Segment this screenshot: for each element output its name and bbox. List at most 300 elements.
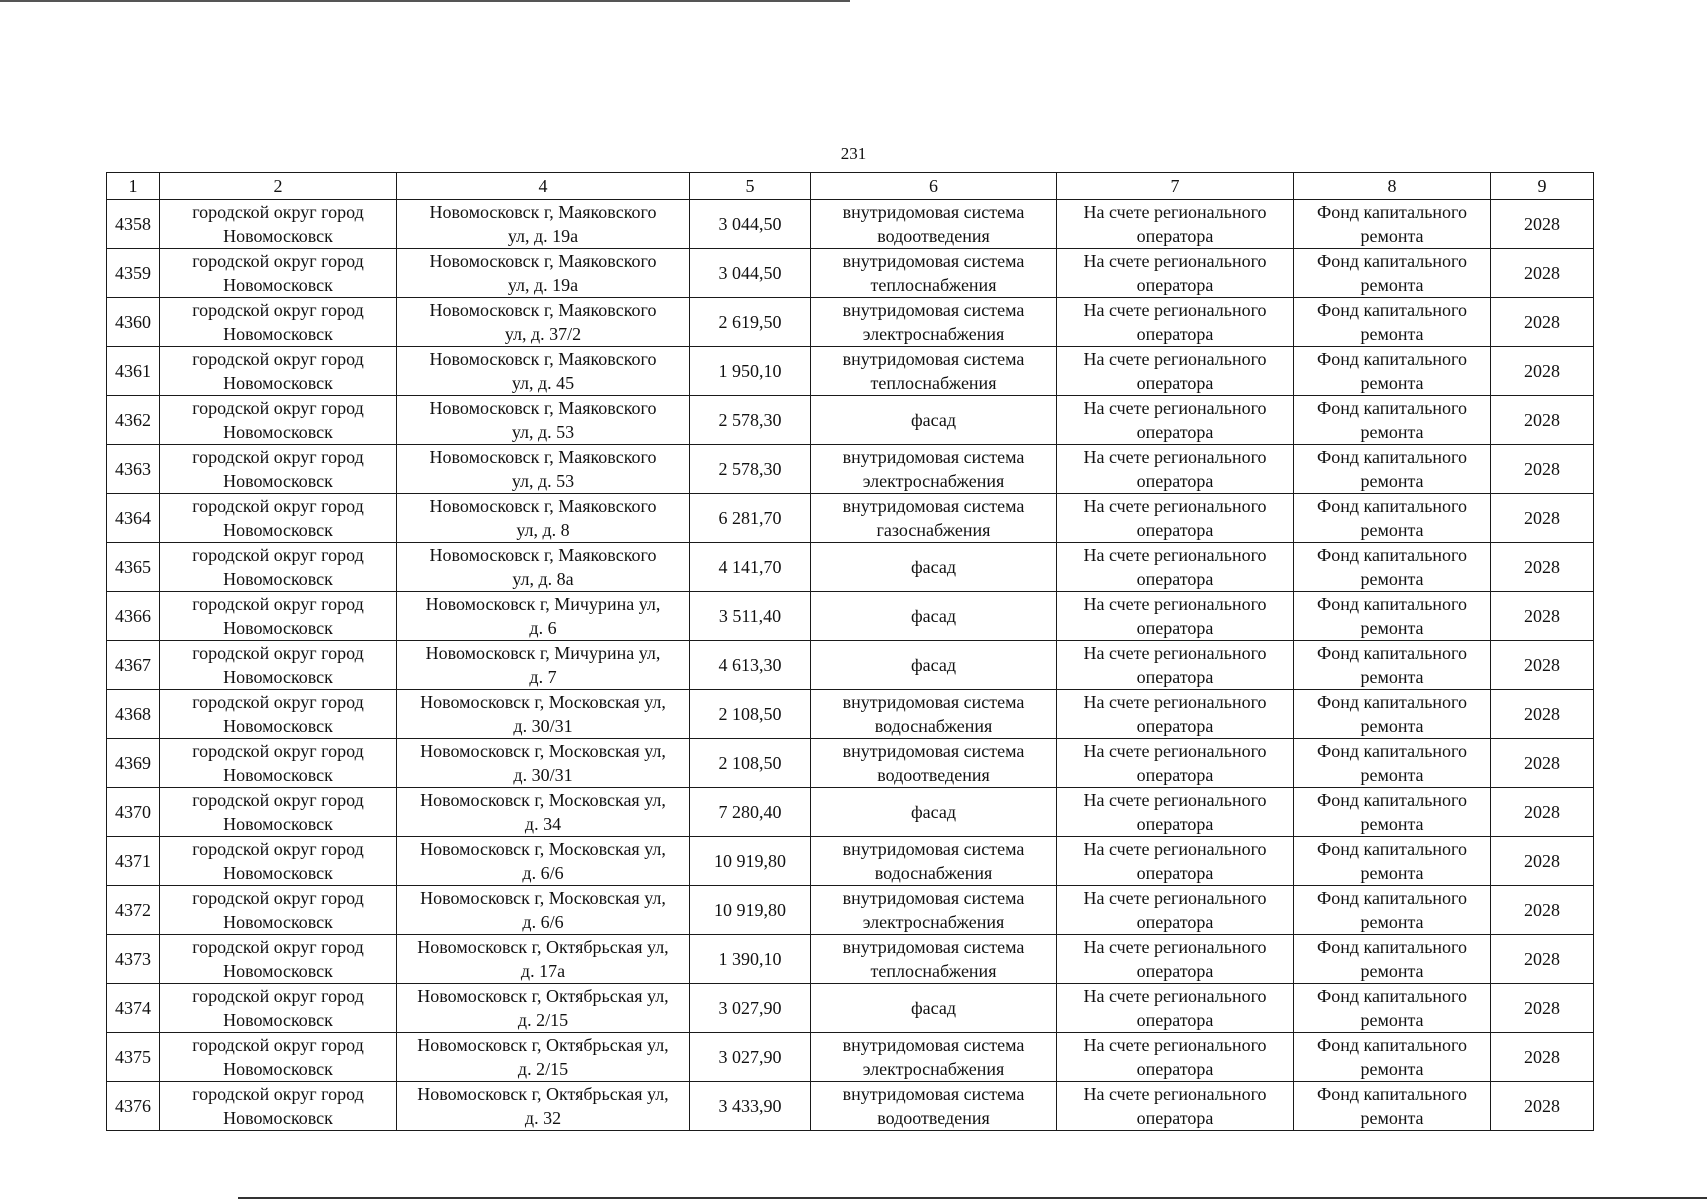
- row-number-cell: 4358: [107, 200, 160, 249]
- year-cell: 2028: [1491, 1082, 1594, 1131]
- cell-text-line: ремонта: [1360, 226, 1424, 246]
- cell-text-line: ремонта: [1360, 716, 1424, 736]
- cell-text-line: внутридомовая система: [842, 937, 1025, 957]
- cell-text-line: Фонд капитального: [1317, 1035, 1467, 1055]
- cell-text-line: Новомосковск: [223, 1059, 333, 1079]
- cell-text-line: ул, д. 53: [511, 422, 575, 442]
- fund-cell: [1294, 298, 1491, 347]
- cell-text-line: Новомосковск г, Московская ул,: [420, 741, 666, 761]
- municipality-cell: [160, 886, 397, 935]
- cell-text-line: ремонта: [1360, 1108, 1424, 1128]
- account-cell: [1057, 984, 1294, 1033]
- account-cell: [1057, 641, 1294, 690]
- municipality-cell: [160, 837, 397, 886]
- column-number-row: [107, 173, 1594, 200]
- cell-text-line: городской округ город: [192, 692, 364, 712]
- municipality-cell: [160, 543, 397, 592]
- address-cell: [397, 298, 690, 347]
- cell-text-line: ремонта: [1360, 422, 1424, 442]
- work-type-cell: [811, 935, 1057, 984]
- cost-cell: 10 919,80: [690, 837, 811, 886]
- cell-text-line: На счете регионального: [1083, 741, 1267, 761]
- row-number-cell: 4368: [107, 690, 160, 739]
- municipality-cell: [160, 298, 397, 347]
- address-cell: [397, 543, 690, 592]
- year-cell: 2028: [1491, 1033, 1594, 1082]
- cell-text-line: Новомосковск г, Маяковского: [429, 545, 657, 565]
- cell-text-line: фасад: [910, 410, 956, 430]
- cell-text-line: оператора: [1136, 422, 1214, 442]
- row-number-cell: 4374: [107, 984, 160, 1033]
- cost-cell: 3 511,40: [690, 592, 811, 641]
- cost-cell: 3 044,50: [690, 249, 811, 298]
- cell-text-line: городской округ город: [192, 202, 364, 222]
- cell-text-line: внутридомовая система: [842, 447, 1025, 467]
- cell-text-line: Новомосковск: [223, 1108, 333, 1128]
- year-cell: 2028: [1491, 543, 1594, 592]
- cell-text-line: оператора: [1136, 667, 1214, 687]
- account-cell: [1057, 1033, 1294, 1082]
- table-body: [107, 173, 1594, 1131]
- address-cell: [397, 347, 690, 396]
- cell-text-line: городской округ город: [192, 937, 364, 957]
- cell-text-line: Новомосковск: [223, 471, 333, 491]
- cell-text-line: д. 2/15: [517, 1059, 569, 1079]
- cell-text-line: внутридомовая система: [842, 839, 1025, 859]
- cell-text-line: ул, д. 8: [516, 520, 570, 540]
- year-cell: 2028: [1491, 396, 1594, 445]
- row-number-cell: 4363: [107, 445, 160, 494]
- address-cell: [397, 200, 690, 249]
- table-row: [107, 1082, 1594, 1131]
- cell-text-line: На счете регионального: [1083, 594, 1267, 614]
- cell-text-line: оператора: [1136, 1108, 1214, 1128]
- cell-text-line: На счете регионального: [1083, 937, 1267, 957]
- work-type-cell: [811, 494, 1057, 543]
- fund-cell: [1294, 690, 1491, 739]
- row-number-cell: 4367: [107, 641, 160, 690]
- year-cell: 2028: [1491, 347, 1594, 396]
- table-row: [107, 886, 1594, 935]
- cost-cell: 10 919,80: [690, 886, 811, 935]
- work-type-cell: [811, 249, 1057, 298]
- fund-cell: [1294, 837, 1491, 886]
- cell-text-line: Фонд капитального: [1317, 937, 1467, 957]
- cell-text-line: городской округ город: [192, 545, 364, 565]
- cell-text-line: Новомосковск г, Мичурина ул,: [425, 643, 661, 663]
- cell-text-line: внутридомовая система: [842, 888, 1025, 908]
- table-row: [107, 445, 1594, 494]
- cell-text-line: оператора: [1136, 618, 1214, 638]
- table-row: [107, 690, 1594, 739]
- cell-text-line: Фонд капитального: [1317, 300, 1467, 320]
- year-cell: 2028: [1491, 935, 1594, 984]
- cell-text-line: ул, д. 53: [511, 471, 575, 491]
- municipality-cell: [160, 445, 397, 494]
- year-cell: 2028: [1491, 592, 1594, 641]
- cell-text-line: Фонд капитального: [1317, 447, 1467, 467]
- row-number-cell: 4364: [107, 494, 160, 543]
- fund-cell: [1294, 788, 1491, 837]
- cell-text-line: Фонд капитального: [1317, 790, 1467, 810]
- cell-text-line: Новомосковск: [223, 765, 333, 785]
- cell-text-line: Новомосковск: [223, 275, 333, 295]
- repair-schedule-table: [106, 172, 1594, 1131]
- cell-text-line: оператора: [1136, 961, 1214, 981]
- cell-text-line: Новомосковск: [223, 226, 333, 246]
- work-type-cell: [811, 445, 1057, 494]
- cell-text-line: оператора: [1136, 324, 1214, 344]
- work-type-cell: [811, 1033, 1057, 1082]
- fund-cell: [1294, 445, 1491, 494]
- cell-text-line: внутридомовая система: [842, 349, 1025, 369]
- cell-text-line: ремонта: [1360, 912, 1424, 932]
- cell-text-line: городской округ город: [192, 790, 364, 810]
- cell-text-line: городской округ город: [192, 398, 364, 418]
- address-cell: [397, 690, 690, 739]
- cell-text-line: д. 2/15: [517, 1010, 569, 1030]
- cell-text-line: оператора: [1136, 1010, 1214, 1030]
- cell-text-line: ул, д. 37/2: [504, 324, 582, 344]
- row-number-cell: 4359: [107, 249, 160, 298]
- cell-text-line: На счете регионального: [1083, 545, 1267, 565]
- account-cell: [1057, 935, 1294, 984]
- cell-text-line: оператора: [1136, 863, 1214, 883]
- cost-cell: 4 613,30: [690, 641, 811, 690]
- cost-cell: 3 027,90: [690, 984, 811, 1033]
- fund-cell: [1294, 249, 1491, 298]
- cell-text-line: На счете регионального: [1083, 251, 1267, 271]
- cell-text-line: Новомосковск: [223, 814, 333, 834]
- cell-text-line: городской округ город: [192, 447, 364, 467]
- cell-text-line: Новомосковск г, Маяковского: [429, 300, 657, 320]
- cell-text-line: теплоснабжения: [870, 373, 997, 393]
- cell-text-line: внутридомовая система: [842, 251, 1025, 271]
- year-cell: 2028: [1491, 788, 1594, 837]
- cell-text-line: Фонд капитального: [1317, 398, 1467, 418]
- fund-cell: [1294, 396, 1491, 445]
- cell-text-line: ул, д. 45: [511, 373, 575, 393]
- cell-text-line: водоснабжения: [874, 716, 993, 736]
- cell-text-line: На счете регионального: [1083, 447, 1267, 467]
- cell-text-line: ремонта: [1360, 569, 1424, 589]
- table-row: [107, 396, 1594, 445]
- account-cell: [1057, 396, 1294, 445]
- year-cell: 2028: [1491, 837, 1594, 886]
- cell-text-line: городской округ город: [192, 643, 364, 663]
- cell-text-line: фасад: [910, 655, 956, 675]
- municipality-cell: [160, 347, 397, 396]
- cell-text-line: оператора: [1136, 226, 1214, 246]
- work-type-cell: [811, 641, 1057, 690]
- work-type-cell: [811, 592, 1057, 641]
- cell-text-line: электроснабжения: [862, 1059, 1005, 1079]
- municipality-cell: [160, 739, 397, 788]
- cell-text-line: оператора: [1136, 814, 1214, 834]
- fund-cell: [1294, 1033, 1491, 1082]
- cell-text-line: Фонд капитального: [1317, 545, 1467, 565]
- table-row: [107, 200, 1594, 249]
- cost-cell: 1 390,10: [690, 935, 811, 984]
- year-cell: 2028: [1491, 739, 1594, 788]
- cell-text-line: электроснабжения: [862, 471, 1005, 491]
- cell-text-line: Новомосковск: [223, 520, 333, 540]
- cell-text-line: Новомосковск: [223, 324, 333, 344]
- row-number-cell: 4369: [107, 739, 160, 788]
- cell-text-line: фасад: [910, 606, 956, 626]
- cost-cell: 2 108,50: [690, 690, 811, 739]
- cell-text-line: электроснабжения: [862, 324, 1005, 344]
- cell-text-line: д. 7: [529, 667, 557, 687]
- municipality-cell: [160, 592, 397, 641]
- row-number-cell: 4362: [107, 396, 160, 445]
- cell-text-line: теплоснабжения: [870, 275, 997, 295]
- address-cell: [397, 837, 690, 886]
- municipality-cell: [160, 1082, 397, 1131]
- work-type-cell: [811, 1082, 1057, 1131]
- cell-text-line: городской округ город: [192, 251, 364, 271]
- address-cell: [397, 641, 690, 690]
- account-cell: [1057, 494, 1294, 543]
- work-type-cell: [811, 984, 1057, 1033]
- year-cell: 2028: [1491, 249, 1594, 298]
- year-cell: 2028: [1491, 298, 1594, 347]
- table-row: [107, 347, 1594, 396]
- cell-text-line: Новомосковск: [223, 569, 333, 589]
- fund-cell: [1294, 592, 1491, 641]
- cell-text-line: Фонд капитального: [1317, 202, 1467, 222]
- cell-text-line: городской округ город: [192, 888, 364, 908]
- cell-text-line: ремонта: [1360, 324, 1424, 344]
- cell-text-line: Новомосковск: [223, 716, 333, 736]
- cost-cell: 2 578,30: [690, 396, 811, 445]
- cell-text-line: На счете регионального: [1083, 643, 1267, 663]
- cell-text-line: Новомосковск г, Московская ул,: [420, 888, 666, 908]
- address-cell: [397, 1082, 690, 1131]
- cell-text-line: ремонта: [1360, 814, 1424, 834]
- municipality-cell: [160, 935, 397, 984]
- work-type-cell: [811, 347, 1057, 396]
- cost-cell: 2 619,50: [690, 298, 811, 347]
- cell-text-line: ремонта: [1360, 765, 1424, 785]
- row-number-cell: 4375: [107, 1033, 160, 1082]
- cell-text-line: Фонд капитального: [1317, 251, 1467, 271]
- account-cell: [1057, 347, 1294, 396]
- work-type-cell: [811, 837, 1057, 886]
- cell-text-line: ремонта: [1360, 373, 1424, 393]
- cell-text-line: Фонд капитального: [1317, 741, 1467, 761]
- column-header: 5: [690, 173, 811, 200]
- cost-cell: 2 578,30: [690, 445, 811, 494]
- cell-text-line: Новомосковск: [223, 1010, 333, 1030]
- cost-cell: 1 950,10: [690, 347, 811, 396]
- table-row: [107, 739, 1594, 788]
- cell-text-line: Фонд капитального: [1317, 839, 1467, 859]
- cell-text-line: д. 6/6: [522, 912, 564, 932]
- table-row: [107, 298, 1594, 347]
- cell-text-line: внутридомовая система: [842, 1084, 1025, 1104]
- work-type-cell: [811, 788, 1057, 837]
- work-type-cell: [811, 739, 1057, 788]
- address-cell: [397, 788, 690, 837]
- cell-text-line: Новомосковск г, Маяковского: [429, 447, 657, 467]
- account-cell: [1057, 249, 1294, 298]
- fund-cell: [1294, 1082, 1491, 1131]
- cell-text-line: ремонта: [1360, 618, 1424, 638]
- account-cell: [1057, 690, 1294, 739]
- work-type-cell: [811, 200, 1057, 249]
- cell-text-line: ул, д. 19а: [507, 226, 579, 246]
- cell-text-line: водоотведения: [877, 765, 990, 785]
- table-row: [107, 837, 1594, 886]
- cell-text-line: д. 30/31: [513, 716, 573, 736]
- cell-text-line: Новомосковск г, Маяковского: [429, 496, 657, 516]
- cell-text-line: На счете регионального: [1083, 692, 1267, 712]
- account-cell: [1057, 592, 1294, 641]
- address-cell: [397, 739, 690, 788]
- cell-text-line: городской округ город: [192, 986, 364, 1006]
- cell-text-line: городской округ город: [192, 496, 364, 516]
- row-number-cell: 4373: [107, 935, 160, 984]
- fund-cell: [1294, 739, 1491, 788]
- municipality-cell: [160, 249, 397, 298]
- cost-cell: 2 108,50: [690, 739, 811, 788]
- cell-text-line: оператора: [1136, 569, 1214, 589]
- cell-text-line: городской округ город: [192, 1035, 364, 1055]
- address-cell: [397, 249, 690, 298]
- cell-text-line: Фонд капитального: [1317, 643, 1467, 663]
- cost-cell: 3 027,90: [690, 1033, 811, 1082]
- cell-text-line: На счете регионального: [1083, 1035, 1267, 1055]
- year-cell: 2028: [1491, 690, 1594, 739]
- cell-text-line: оператора: [1136, 275, 1214, 295]
- cell-text-line: Новомосковск г, Маяковского: [429, 202, 657, 222]
- cell-text-line: На счете регионального: [1083, 202, 1267, 222]
- cell-text-line: ремонта: [1360, 863, 1424, 883]
- column-header: 1: [107, 173, 160, 200]
- cell-text-line: Новомосковск: [223, 422, 333, 442]
- cell-text-line: Новомосковск: [223, 961, 333, 981]
- municipality-cell: [160, 494, 397, 543]
- column-header: 9: [1491, 173, 1594, 200]
- cell-text-line: ремонта: [1360, 961, 1424, 981]
- account-cell: [1057, 788, 1294, 837]
- cell-text-line: д. 6: [529, 618, 557, 638]
- cell-text-line: Фонд капитального: [1317, 986, 1467, 1006]
- account-cell: [1057, 739, 1294, 788]
- table-row: [107, 1033, 1594, 1082]
- table-row: [107, 494, 1594, 543]
- fund-cell: [1294, 200, 1491, 249]
- address-cell: [397, 984, 690, 1033]
- cell-text-line: На счете регионального: [1083, 349, 1267, 369]
- year-cell: 2028: [1491, 641, 1594, 690]
- cost-cell: 7 280,40: [690, 788, 811, 837]
- row-number-cell: 4370: [107, 788, 160, 837]
- cell-text-line: внутридомовая система: [842, 202, 1025, 222]
- account-cell: [1057, 445, 1294, 494]
- account-cell: [1057, 837, 1294, 886]
- address-cell: [397, 935, 690, 984]
- cell-text-line: городской округ город: [192, 300, 364, 320]
- cell-text-line: ремонта: [1360, 1010, 1424, 1030]
- cell-text-line: Фонд капитального: [1317, 1084, 1467, 1104]
- fund-cell: [1294, 935, 1491, 984]
- address-cell: [397, 886, 690, 935]
- cell-text-line: Новомосковск г, Мичурина ул,: [425, 594, 661, 614]
- work-type-cell: [811, 690, 1057, 739]
- cell-text-line: ремонта: [1360, 1059, 1424, 1079]
- cell-text-line: ремонта: [1360, 471, 1424, 491]
- address-cell: [397, 396, 690, 445]
- cell-text-line: д. 17а: [520, 961, 566, 981]
- municipality-cell: [160, 641, 397, 690]
- municipality-cell: [160, 396, 397, 445]
- cell-text-line: Новомосковск г, Октябрьская ул,: [417, 937, 669, 957]
- table-row: [107, 543, 1594, 592]
- cell-text-line: городской округ город: [192, 349, 364, 369]
- municipality-cell: [160, 690, 397, 739]
- top-edge-rule: [0, 0, 850, 2]
- table-row: [107, 935, 1594, 984]
- account-cell: [1057, 1082, 1294, 1131]
- cell-text-line: водоснабжения: [874, 863, 993, 883]
- row-number-cell: 4376: [107, 1082, 160, 1131]
- column-header: 2: [160, 173, 397, 200]
- cell-text-line: оператора: [1136, 765, 1214, 785]
- bottom-edge-rule: [238, 1197, 1707, 1199]
- cell-text-line: ремонта: [1360, 275, 1424, 295]
- cell-text-line: Новомосковск г, Московская ул,: [420, 839, 666, 859]
- cell-text-line: д. 32: [524, 1108, 562, 1128]
- municipality-cell: [160, 788, 397, 837]
- cost-cell: 6 281,70: [690, 494, 811, 543]
- cost-cell: 3 433,90: [690, 1082, 811, 1131]
- cell-text-line: ул, д. 8а: [512, 569, 574, 589]
- row-number-cell: 4371: [107, 837, 160, 886]
- municipality-cell: [160, 984, 397, 1033]
- cell-text-line: Новомосковск г, Маяковского: [429, 251, 657, 271]
- cell-text-line: Новомосковск г, Маяковского: [429, 398, 657, 418]
- cell-text-line: ремонта: [1360, 520, 1424, 540]
- municipality-cell: [160, 200, 397, 249]
- cell-text-line: На счете регионального: [1083, 888, 1267, 908]
- work-type-cell: [811, 543, 1057, 592]
- page-number: 231: [840, 144, 867, 163]
- year-cell: 2028: [1491, 984, 1594, 1033]
- cell-text-line: На счете регионального: [1083, 1084, 1267, 1104]
- cell-text-line: ремонта: [1360, 667, 1424, 687]
- fund-cell: [1294, 543, 1491, 592]
- cell-text-line: внутридомовая система: [842, 496, 1025, 516]
- fund-cell: [1294, 886, 1491, 935]
- row-number-cell: 4372: [107, 886, 160, 935]
- account-cell: [1057, 543, 1294, 592]
- cell-text-line: оператора: [1136, 912, 1214, 932]
- cell-text-line: На счете регионального: [1083, 300, 1267, 320]
- column-header: 8: [1294, 173, 1491, 200]
- cell-text-line: городской округ город: [192, 741, 364, 761]
- year-cell: 2028: [1491, 445, 1594, 494]
- year-cell: 2028: [1491, 886, 1594, 935]
- work-type-cell: [811, 396, 1057, 445]
- fund-cell: [1294, 494, 1491, 543]
- work-type-cell: [811, 298, 1057, 347]
- address-cell: [397, 494, 690, 543]
- cell-text-line: Фонд капитального: [1317, 594, 1467, 614]
- cell-text-line: внутридомовая система: [842, 300, 1025, 320]
- cell-text-line: городской округ город: [192, 1084, 364, 1104]
